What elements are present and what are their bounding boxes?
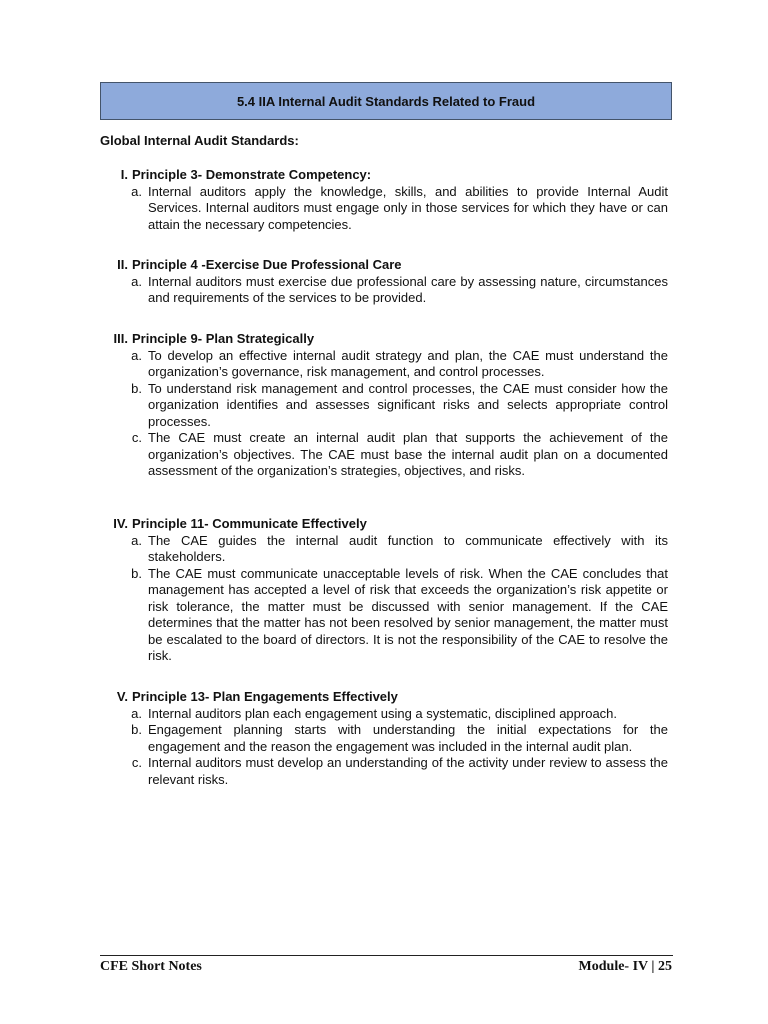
- list-item: [124, 755, 668, 788]
- list-item: [124, 566, 668, 665]
- list-item: [124, 706, 668, 723]
- section-heading-text: Principle 9- Plan Strategically: [132, 331, 315, 346]
- item-text: To develop an effective internal audit strategy and plan, the CAE must understand the organization’s governance, risk management, and control processes.: [148, 347, 668, 379]
- section-heading: [100, 331, 668, 348]
- section-numeral: I.: [120, 167, 128, 182]
- section-heading: [100, 689, 668, 706]
- item-text: The CAE must create an internal audit plan that supports the achievement of the organization’s objectives. The CAE must base the internal audit plan on a documented assessment of the organization’s strategies, objectives, and risks.: [148, 430, 668, 478]
- list-item: [124, 348, 668, 381]
- section-title-box: [100, 82, 672, 120]
- item-letter: a.: [131, 183, 142, 199]
- item-text: Internal auditors apply the knowledge, skills, and abilities to provide Internal Audit Services. Internal auditors must engage only in those services for which they have or can attain the necessary competencies.: [148, 183, 668, 232]
- list-item: [124, 274, 668, 307]
- item-text: The CAE must communicate unacceptable levels of risk. When the CAE concludes that management has accepted a level of risk that exceeds the organization’s risk appetite or risk tolerance, the matter must be discussed with senior management. If the CAE determines that the matter has not been resolved by senior management, the matter must be escalated to the board of directors. It is not the responsibility of the CAE to resolve the risk.: [148, 565, 668, 663]
- item-text: To understand risk management and control processes, the CAE must consider how the organization identifies and assesses significant risks and selects appropriate control processes.: [148, 380, 668, 429]
- footer-page-number: Module- IV | 25: [578, 959, 672, 974]
- item-letter: a.: [131, 705, 142, 721]
- item-text: The CAE guides the internal audit function to communicate effectively with its stakeholders.: [148, 532, 668, 564]
- section-numeral: II.: [117, 257, 128, 272]
- item-text: Engagement planning starts with understanding the initial expectations for the engagement and the reason the engagement was included in the internal audit plan.: [148, 722, 668, 754]
- section-heading-text: Principle 3- Demonstrate Competency:: [132, 167, 372, 182]
- section-heading: [100, 167, 668, 184]
- section-principle-9: [100, 331, 668, 480]
- list-item: [124, 381, 668, 431]
- list-item: [124, 430, 668, 480]
- section-principle-4: [100, 257, 668, 307]
- section-numeral: III.: [113, 331, 128, 346]
- item-letter: b.: [131, 380, 142, 396]
- section-numeral: IV.: [113, 516, 128, 531]
- list-item: [124, 722, 668, 755]
- section-numeral: V.: [116, 689, 128, 704]
- item-letter: c.: [131, 430, 142, 445]
- item-letter: c.: [131, 755, 142, 770]
- section-heading-text: Principle 13- Plan Engagements Effectively: [132, 689, 398, 704]
- list-item: [124, 184, 668, 234]
- section-title: 5.4 IIA Internal Audit Standards Related to Fraud: [236, 93, 536, 109]
- section-heading: [100, 516, 668, 533]
- item-text: Internal auditors must exercise due professional care by assessing nature, circumstances and requirements of the services to be provided.: [148, 273, 668, 305]
- list-item: [124, 533, 668, 566]
- item-letter: a.: [131, 273, 142, 289]
- section-heading-text: Principle 11- Communicate Effectively: [132, 516, 367, 531]
- subtitle: Global Internal Audit Standards:: [100, 133, 299, 148]
- section-principle-3: [100, 167, 668, 233]
- item-letter: b.: [131, 565, 142, 581]
- item-letter: b.: [131, 722, 142, 737]
- section-principle-11: [100, 516, 668, 665]
- section-heading: [100, 257, 668, 274]
- item-letter: a.: [131, 347, 142, 363]
- footer-divider: [100, 955, 673, 956]
- item-letter: a.: [131, 532, 142, 548]
- item-text: Internal auditors must develop an understanding of the activity under review to assess the relevant risks.: [148, 755, 668, 787]
- section-heading-text: Principle 4 -Exercise Due Professional Care: [132, 257, 402, 272]
- section-principle-13: [100, 689, 668, 788]
- item-text: Internal auditors plan each engagement using a systematic, disciplined approach.: [148, 705, 618, 721]
- footer-left-text: CFE Short Notes: [100, 959, 202, 974]
